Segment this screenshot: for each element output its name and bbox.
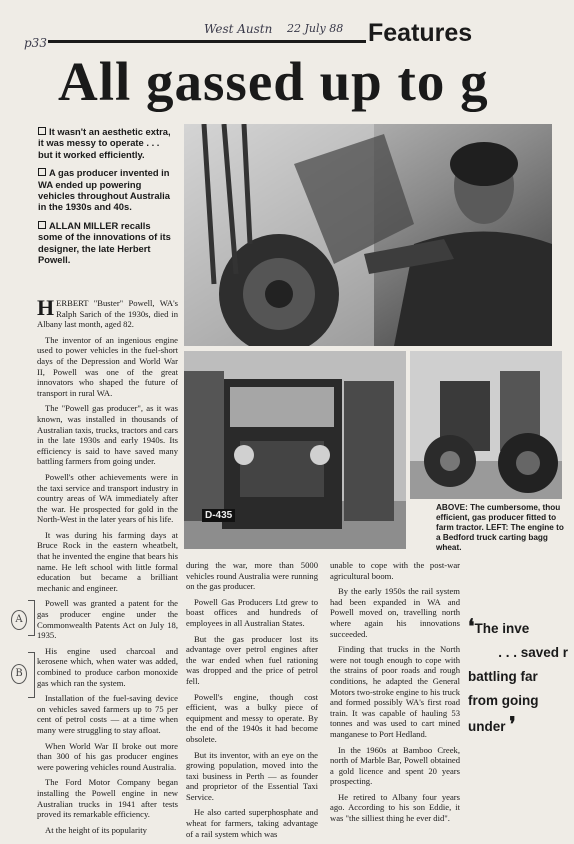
tractor-illustration bbox=[410, 351, 562, 499]
deck-item: It wasn't an aesthetic extra, it was messy to operate . . . but it worked efficiently. bbox=[38, 126, 171, 160]
drop-cap: H bbox=[37, 295, 55, 320]
number-plate: D-435 bbox=[202, 509, 235, 522]
pull-quote bbox=[468, 615, 572, 739]
page-number-annotation: p33 bbox=[24, 36, 47, 50]
pull-quote-line: from going bbox=[468, 693, 539, 708]
paragraph: Powell's engine, though cost efficient, was a bulky piece of equipment and messy to operate. By the end of the 1940s it had become obsolete. bbox=[186, 691, 318, 744]
checkbox-square-icon bbox=[38, 221, 46, 229]
checkbox-square-icon bbox=[38, 127, 46, 135]
margin-annotation-a: A bbox=[11, 610, 27, 630]
deck-item: ALLAN MILLER recalls some of the innovations of its designer, the late Herbert Powell. bbox=[38, 219, 171, 266]
article-column-1 bbox=[37, 295, 178, 840]
article-column-3 bbox=[330, 560, 460, 829]
paragraph: Installation of the fuel-saving device on vehicles saved farmers up to 75 per cent of petrol costs — at a time when many were struggling to stay afloat. bbox=[37, 693, 178, 735]
paragraph: during the war, more than 5000 vehicles round Australia were running on the gas producer. bbox=[186, 560, 318, 592]
photo-illustration bbox=[184, 124, 552, 346]
paragraph: But its inventor, with an eye on the growing population, moved into the taxi business in Perth — as founder and proprietor of the Essential Taxi Service. bbox=[186, 749, 318, 802]
checkbox-square-icon bbox=[38, 168, 46, 176]
photo-bedford-truck bbox=[184, 351, 406, 549]
pull-quote-line: . . . saved r bbox=[498, 645, 568, 660]
paragraph: Powell was granted a patent for the gas producer engine under the Commonwealth Patents Act on July 18, 1935. bbox=[37, 598, 178, 641]
source-annotation: West Austn bbox=[204, 22, 273, 36]
section-text: Features bbox=[368, 19, 473, 47]
paragraph: Powell's other achievements were in the taxi service and transport industry in country areas of WA immediately after the war. He prospected for gold in the North-West in the later years of his life. bbox=[37, 471, 178, 525]
pull-quote-line: battling far bbox=[468, 669, 538, 684]
photo-farm-tractor bbox=[410, 351, 562, 499]
deck-item: A gas producer invented in WA ended up powering vehicles throughout Australia in the 1930s and 40s. bbox=[38, 167, 170, 213]
photo-man-with-gas-producer bbox=[184, 124, 552, 346]
paragraph: He also carted superphosphate and wheat for farmers, taking advantage of a rail system which was bbox=[186, 807, 318, 839]
paragraph: By the early 1950s the rail system had been expanded in WA and Powell moved on, travelling north where again his innovations succeeded. bbox=[330, 586, 460, 639]
photo-caption: ABOVE: The cumbersome, thou efficient, gas producer fitted to farm tractor. LEFT: The engine to a Bedford truck carting bagg wheat. bbox=[436, 503, 564, 552]
paragraph: He retired to Albany four years ago. According to his son Eddie, it was "the silliest thing he ever did". bbox=[330, 791, 460, 824]
date-annotation: 22 July 88 bbox=[287, 22, 344, 35]
close-quote-icon: ❜ bbox=[509, 714, 516, 736]
margin-bracket-b bbox=[28, 652, 35, 698]
paragraph: His engine used charcoal and kerosene which, when water was added, combined to produce carbon monoxide gas which ran the system. bbox=[37, 645, 178, 688]
paragraph: At the height of its popularity bbox=[45, 824, 147, 835]
section-label bbox=[368, 19, 472, 48]
deck bbox=[38, 126, 176, 272]
paragraph: Finding that trucks in the North were not tough enough to cope with the strains of poor roads and rough conditions, he adapted the General Motors two-stroke engine to his truck and formed possibly WA's first road train. It was capable of hauling 53 tonnes and was used to cart mined manganese to Port Hedland. bbox=[330, 644, 460, 739]
headline: All gassed up to g bbox=[58, 51, 489, 112]
open-quote-icon: ❛ bbox=[468, 616, 475, 638]
paragraph: When World War II broke out more than 300 of his gas producer engines were powering vehicles round Australia. bbox=[37, 740, 178, 772]
paragraph: The Ford Motor Company began installing the Powell engine in new Australian trucks in 1941 after tests proved its remarkable efficiency. bbox=[37, 777, 178, 820]
pull-quote-line: under ❜ bbox=[468, 714, 516, 736]
paragraph: But the gas producer lost its advantage over petrol engines after the war ended when fuel rationing was dropped and the price of petrol fell. bbox=[186, 633, 318, 686]
lead-paragraph: HERBERT "Buster" Powell, WA's Ralph Sarich of the 1930s, died in Albany last month, aged 82. bbox=[37, 295, 178, 330]
paragraph: Powell Gas Producers Ltd grew to boast offices and hundreds of employees in all Australian States. bbox=[186, 596, 318, 628]
paragraph: It was during his farming days at Bruce Rock in the eastern wheatbelt, that he invented the engine that bears his name. He left school with little formal education but became a brilliant mechanic and engineer. bbox=[37, 529, 178, 593]
paragraph: unable to cope with the post-war agricultural boom. bbox=[330, 560, 460, 581]
top-rule bbox=[48, 40, 366, 43]
pull-quote-line: ❛The inve bbox=[468, 616, 530, 638]
margin-bracket-a bbox=[28, 600, 35, 636]
paragraph: The inventor of an ingenious engine used to power vehicles in the fuel-short days of the Depression and World War II, Powell was one of the great innovators who shaped the future of transport in rural WA. bbox=[37, 334, 178, 398]
article-column-2 bbox=[186, 560, 318, 844]
paragraph: In the 1960s at Bamboo Creek, north of Marble Bar, Powell obtained a gold licence and spent 20 years prospecting. bbox=[330, 744, 460, 787]
paragraph: The "Powell gas producer", as it was known, was installed in thousands of Australian taxis, trucks, tractors and cars in the late 1930s and early 1940s. Its efficiency is said to have saved many battling farmers from going under. bbox=[37, 403, 178, 467]
margin-annotation-b: B bbox=[11, 664, 27, 684]
